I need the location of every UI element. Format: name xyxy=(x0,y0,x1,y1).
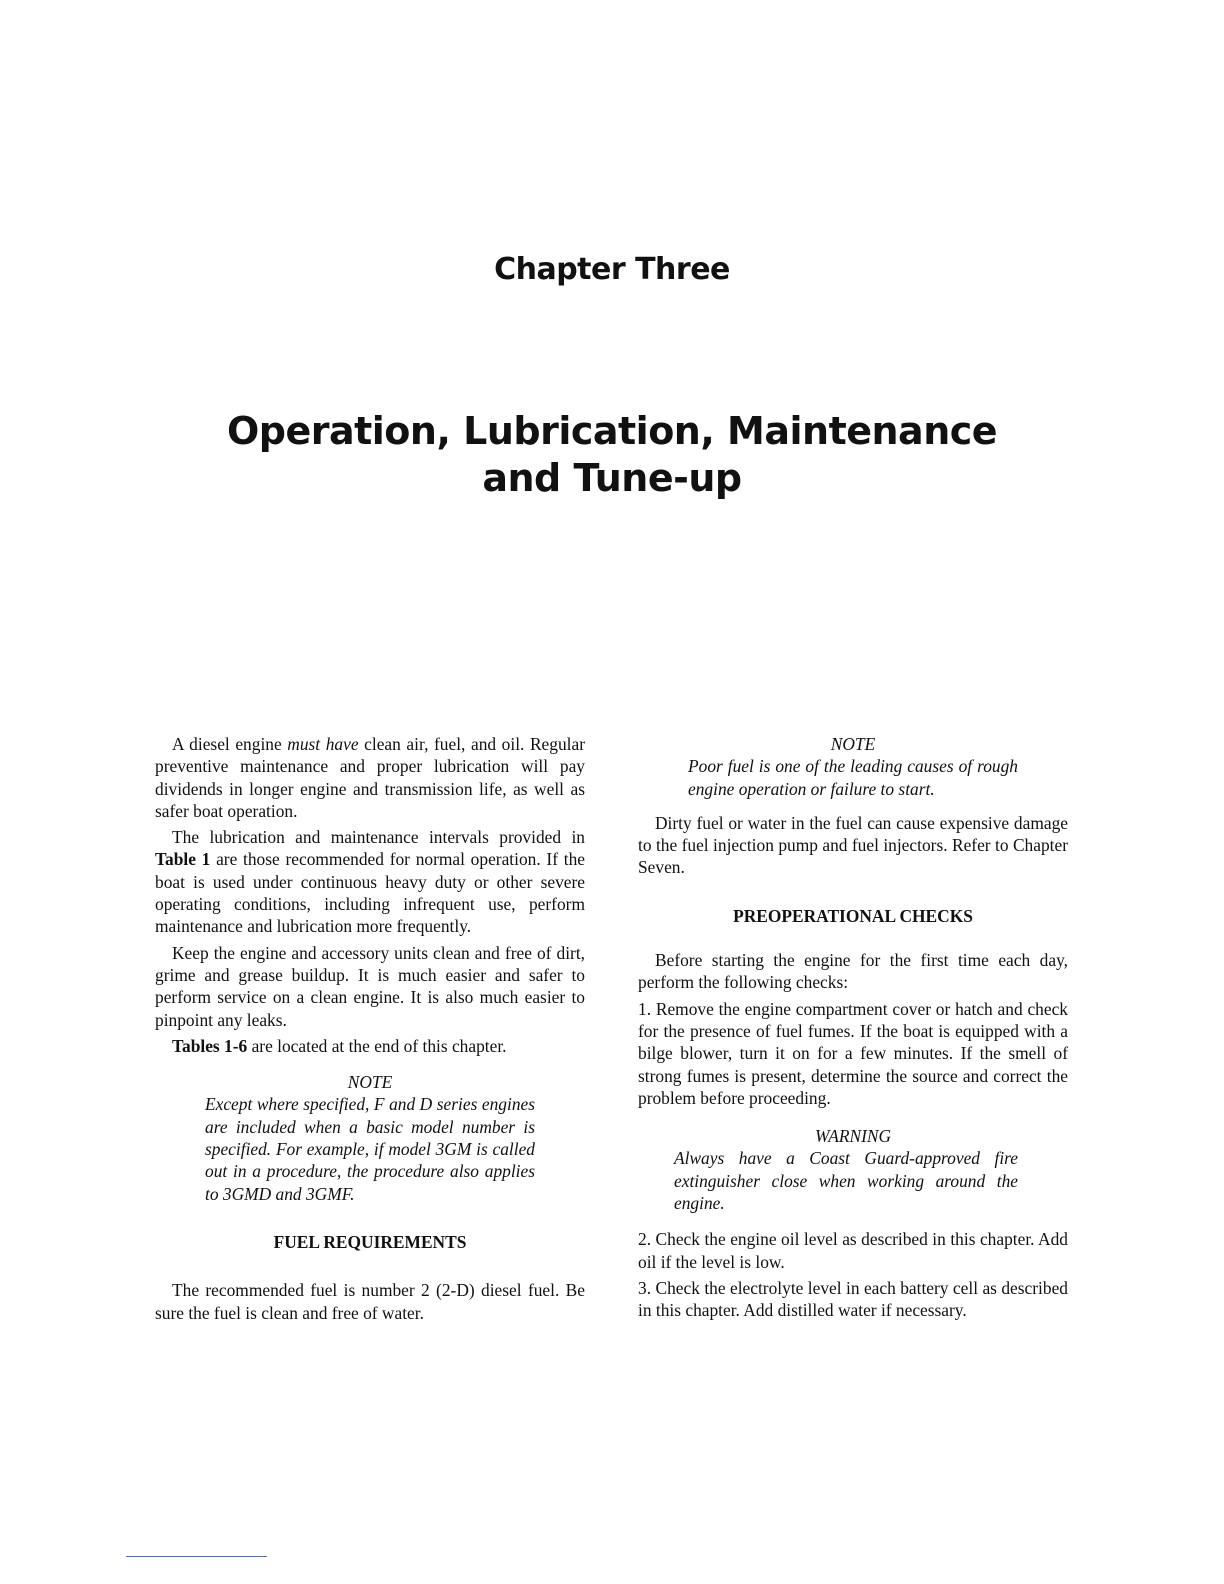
check-item-2: 2. Check the engine oil level as described in this chapter. Add oil if the level is low. xyxy=(638,1229,1068,1272)
series-note: Except where specified, F and D series engines are included when a basic model number is specified. For example, if model 3GM is called out in a procedure, the procedure also applies to 3GMD and 3GMF. xyxy=(205,1094,535,1204)
poor-fuel-note: Poor fuel is one of the leading causes of rough engine operation or failure to start. xyxy=(688,756,1018,799)
intervals-paragraph: The lubrication and maintenance intervals provided in Table 1 are those recommended for normal operation. If the boat is used under continuous heavy duty or other severe operating conditions, including infrequent use, perform maintenance and lubrication more frequently. xyxy=(155,827,585,937)
right-column xyxy=(638,733,1068,1326)
clean-engine-paragraph: Keep the engine and accessory units clean and free of dirt, grime and grease buildup. It is much easier and safer to perform service on a clean engine. It is also much easier to pinpoint any leaks. xyxy=(155,942,585,1030)
note-label: NOTE xyxy=(347,1072,393,1093)
warning-label: WARNING xyxy=(814,1126,892,1147)
dirty-fuel-paragraph: Dirty fuel or water in the fuel can cause expensive damage to the fuel injection pump and fuel injectors. Refer to Chapter Seven. xyxy=(638,812,1068,878)
fuel-requirements-heading: FUEL REQUIREMENTS xyxy=(273,1231,467,1252)
check-item-1: 1. Remove the engine compartment cover or hatch and check for the presence of fuel fumes. If the boat is equipped with a bilge blower, turn it on for a few minutes. If the smell of strong fumes is present, determine the source and correct the problem before proceeding. xyxy=(638,998,1068,1108)
title-line-1: Operation, Lubrication, Maintenance xyxy=(226,409,998,453)
tables-paragraph: Tables 1-6 are located at the end of this chapter. xyxy=(172,1035,507,1056)
note-label: NOTE xyxy=(830,734,876,754)
footer-rule xyxy=(126,1556,267,1557)
left-column xyxy=(155,733,585,1328)
title-line-2: and Tune-up xyxy=(482,456,742,500)
chapter-label: Chapter Three xyxy=(494,252,730,287)
fuel-paragraph: The recommended fuel is number 2 (2-D) diesel fuel. Be sure the fuel is clean and free of water. xyxy=(155,1280,585,1323)
preoperational-checks-heading: PREOPERATIONAL CHECKS xyxy=(733,905,973,926)
intro-paragraph: A diesel engine must have clean air, fuel, and oil. Regular preventive maintenance and proper lubrication will pay dividends in longer engine and transmission life, as well as safer boat operation. xyxy=(155,734,586,821)
check-item-3: 3. Check the electrolyte level in each battery cell as described in this chapter. Add distilled water if necessary. xyxy=(638,1277,1068,1321)
chapter-title xyxy=(0,408,1224,502)
fire-extinguisher-warning: Always have a Coast Guard-approved fire extinguisher close when working around the engine. xyxy=(674,1148,1018,1214)
checks-intro-paragraph: Before starting the engine for the first time each day, perform the following checks: xyxy=(638,950,1068,993)
